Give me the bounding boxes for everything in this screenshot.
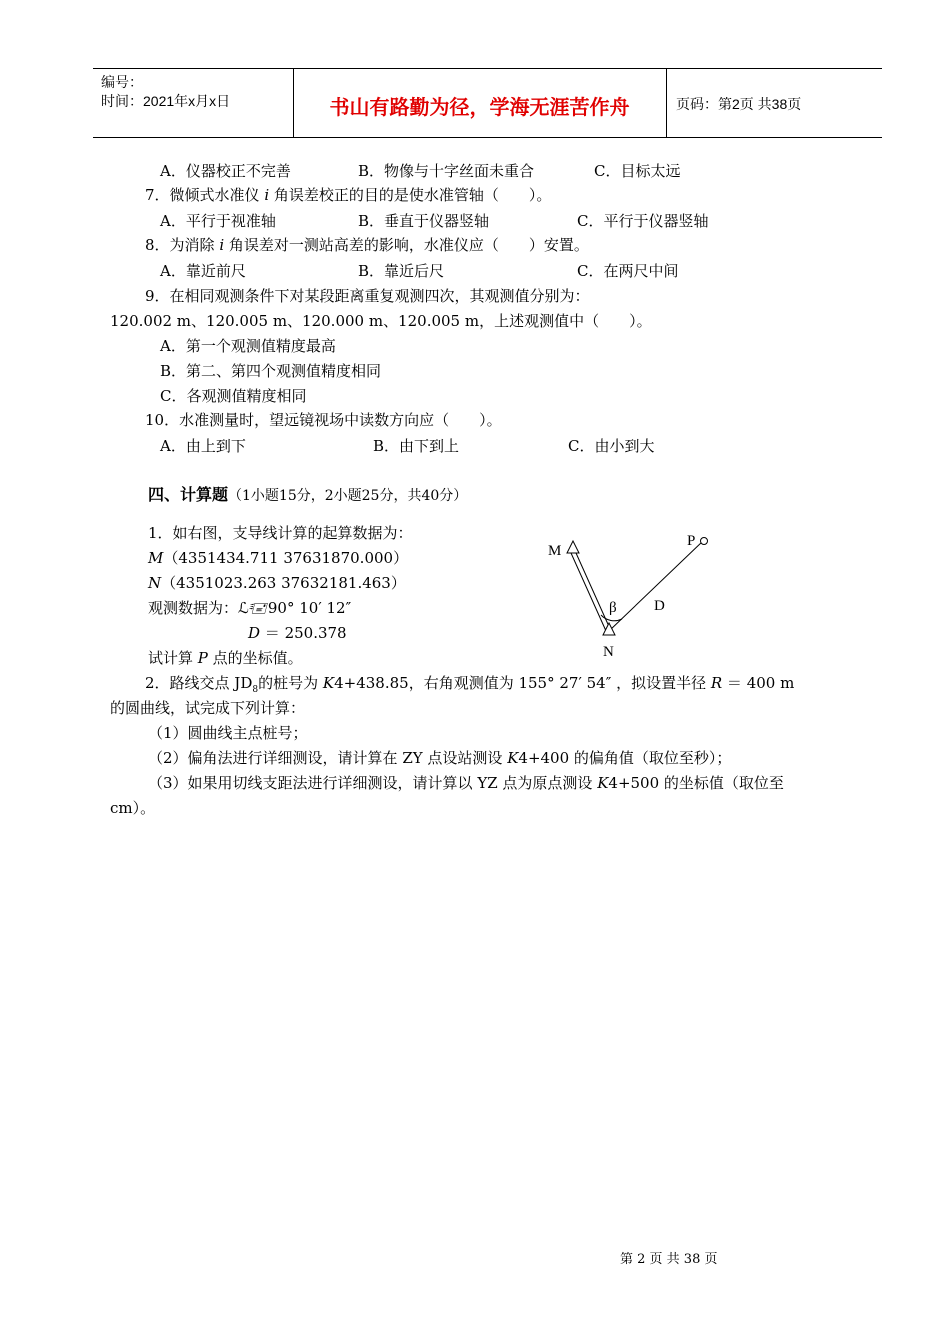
label-n: N bbox=[603, 644, 614, 660]
traverse-diagram bbox=[540, 525, 730, 665]
header-divider bbox=[666, 69, 667, 137]
calc1-observation: 观测数据为：ℒ🖅90° 10′ 12″ bbox=[148, 599, 352, 617]
calc2-item3-cont: cm）。 bbox=[110, 799, 156, 817]
q6-option-b: B．物像与十字丝面未重合 bbox=[358, 162, 535, 180]
q7-question: 7．微倾式水准仪 i 角误差校正的目的是使水准管轴（ ）。 bbox=[145, 186, 552, 204]
label-beta: β bbox=[609, 600, 617, 616]
header-meta bbox=[101, 73, 291, 111]
q10-option-a: A．由上到下 bbox=[160, 437, 246, 455]
label-m: M bbox=[548, 543, 562, 559]
q7-option-b: B．垂直于仪器竖轴 bbox=[358, 212, 490, 230]
q9-option-b: B．第二、第四个观测值精度相同 bbox=[160, 362, 382, 380]
q6-option-c: C．目标太远 bbox=[594, 162, 681, 180]
time-label: 时间：2021年x月x日 bbox=[101, 93, 231, 109]
calc1-distance: D ＝ 250.378 bbox=[248, 624, 347, 642]
q7-option-c: C．平行于仪器竖轴 bbox=[577, 212, 709, 230]
calc2-item3: （3）如果用切线支距法进行详细测设，请计算以 YZ 点为原点测设 K4+500 的坐标值（取位至 bbox=[148, 774, 784, 792]
calc2-line1: 2．路线交点 $JD_8$的桩号为 K4+438.85，右角观测值为 155° 27′ 54″ ，拟设置半径 R ＝ 400 m bbox=[145, 674, 795, 695]
q9-question: 9．在相同观测条件下对某段距离重复观测四次，其观测值分别为： bbox=[145, 287, 590, 305]
header-motto: 书山有路勤为径，学海无涯苦作舟 bbox=[329, 95, 630, 119]
q8-option-a: A．靠近前尺 bbox=[160, 262, 246, 280]
line-mn-outer bbox=[571, 553, 606, 631]
calc1-ask: 试计算 P 点的坐标值。 bbox=[148, 649, 303, 667]
number-label: 编号： bbox=[101, 74, 143, 90]
q10-question: 10．水准测量时，望远镜视场中读数方向应（ ）。 bbox=[145, 411, 502, 429]
q8-option-b: B．靠近后尺 bbox=[358, 262, 445, 280]
q9-option-c: C．各观测值精度相同 bbox=[160, 387, 307, 405]
q10-option-c: C．由小到大 bbox=[568, 437, 655, 455]
line-np bbox=[609, 541, 703, 631]
calc1-point-n: N（4351023.263 37632181.463） bbox=[148, 574, 406, 592]
point-m-marker bbox=[567, 541, 579, 553]
q7-option-a: A．平行于视准轴 bbox=[160, 212, 276, 230]
calc2-line2: 的圆曲线，试完成下列计算： bbox=[110, 699, 306, 717]
page-header bbox=[93, 68, 882, 138]
q6-option-a: A．仪器校正不完善 bbox=[160, 162, 291, 180]
calc1-intro: 1．如右图，支导线计算的起算数据为： bbox=[148, 524, 413, 542]
q9-question-cont: 120.002 m、120.005 m、120.000 m、120.005 m，上述观测值中（ ）。 bbox=[110, 312, 652, 330]
q8-option-c: C．在两尺中间 bbox=[577, 262, 679, 280]
section-title: 四、计算题（1小题15分，2小题25分，共40分） bbox=[148, 485, 468, 504]
label-p: P bbox=[687, 533, 696, 549]
q8-question: 8．为消除 i 角误差对一测站高差的影响，水准仪应（ ）安置。 bbox=[145, 236, 589, 254]
q10-option-b: B．由下到上 bbox=[373, 437, 460, 455]
calc2-item2: （2）偏角法进行详细测设，请计算在 ZY 点设站测设 K4+400 的偏角值（取位至秒）； bbox=[148, 749, 732, 767]
header-page-label: 页码：第2页 共38页 bbox=[676, 96, 802, 112]
page-footer: 第 2 页 共 38 页 bbox=[620, 1252, 718, 1267]
calc1-point-m: M（4351434.711 37631870.000） bbox=[148, 549, 409, 567]
q9-option-a: A．第一个观测值精度最高 bbox=[160, 337, 336, 355]
garbled-symbol: ℒ🖅 bbox=[238, 599, 268, 617]
point-p-marker bbox=[701, 538, 708, 545]
calc2-item1: （1）圆曲线主点桩号； bbox=[148, 724, 308, 742]
label-d: D bbox=[654, 598, 665, 614]
line-mn-inner bbox=[576, 553, 611, 631]
